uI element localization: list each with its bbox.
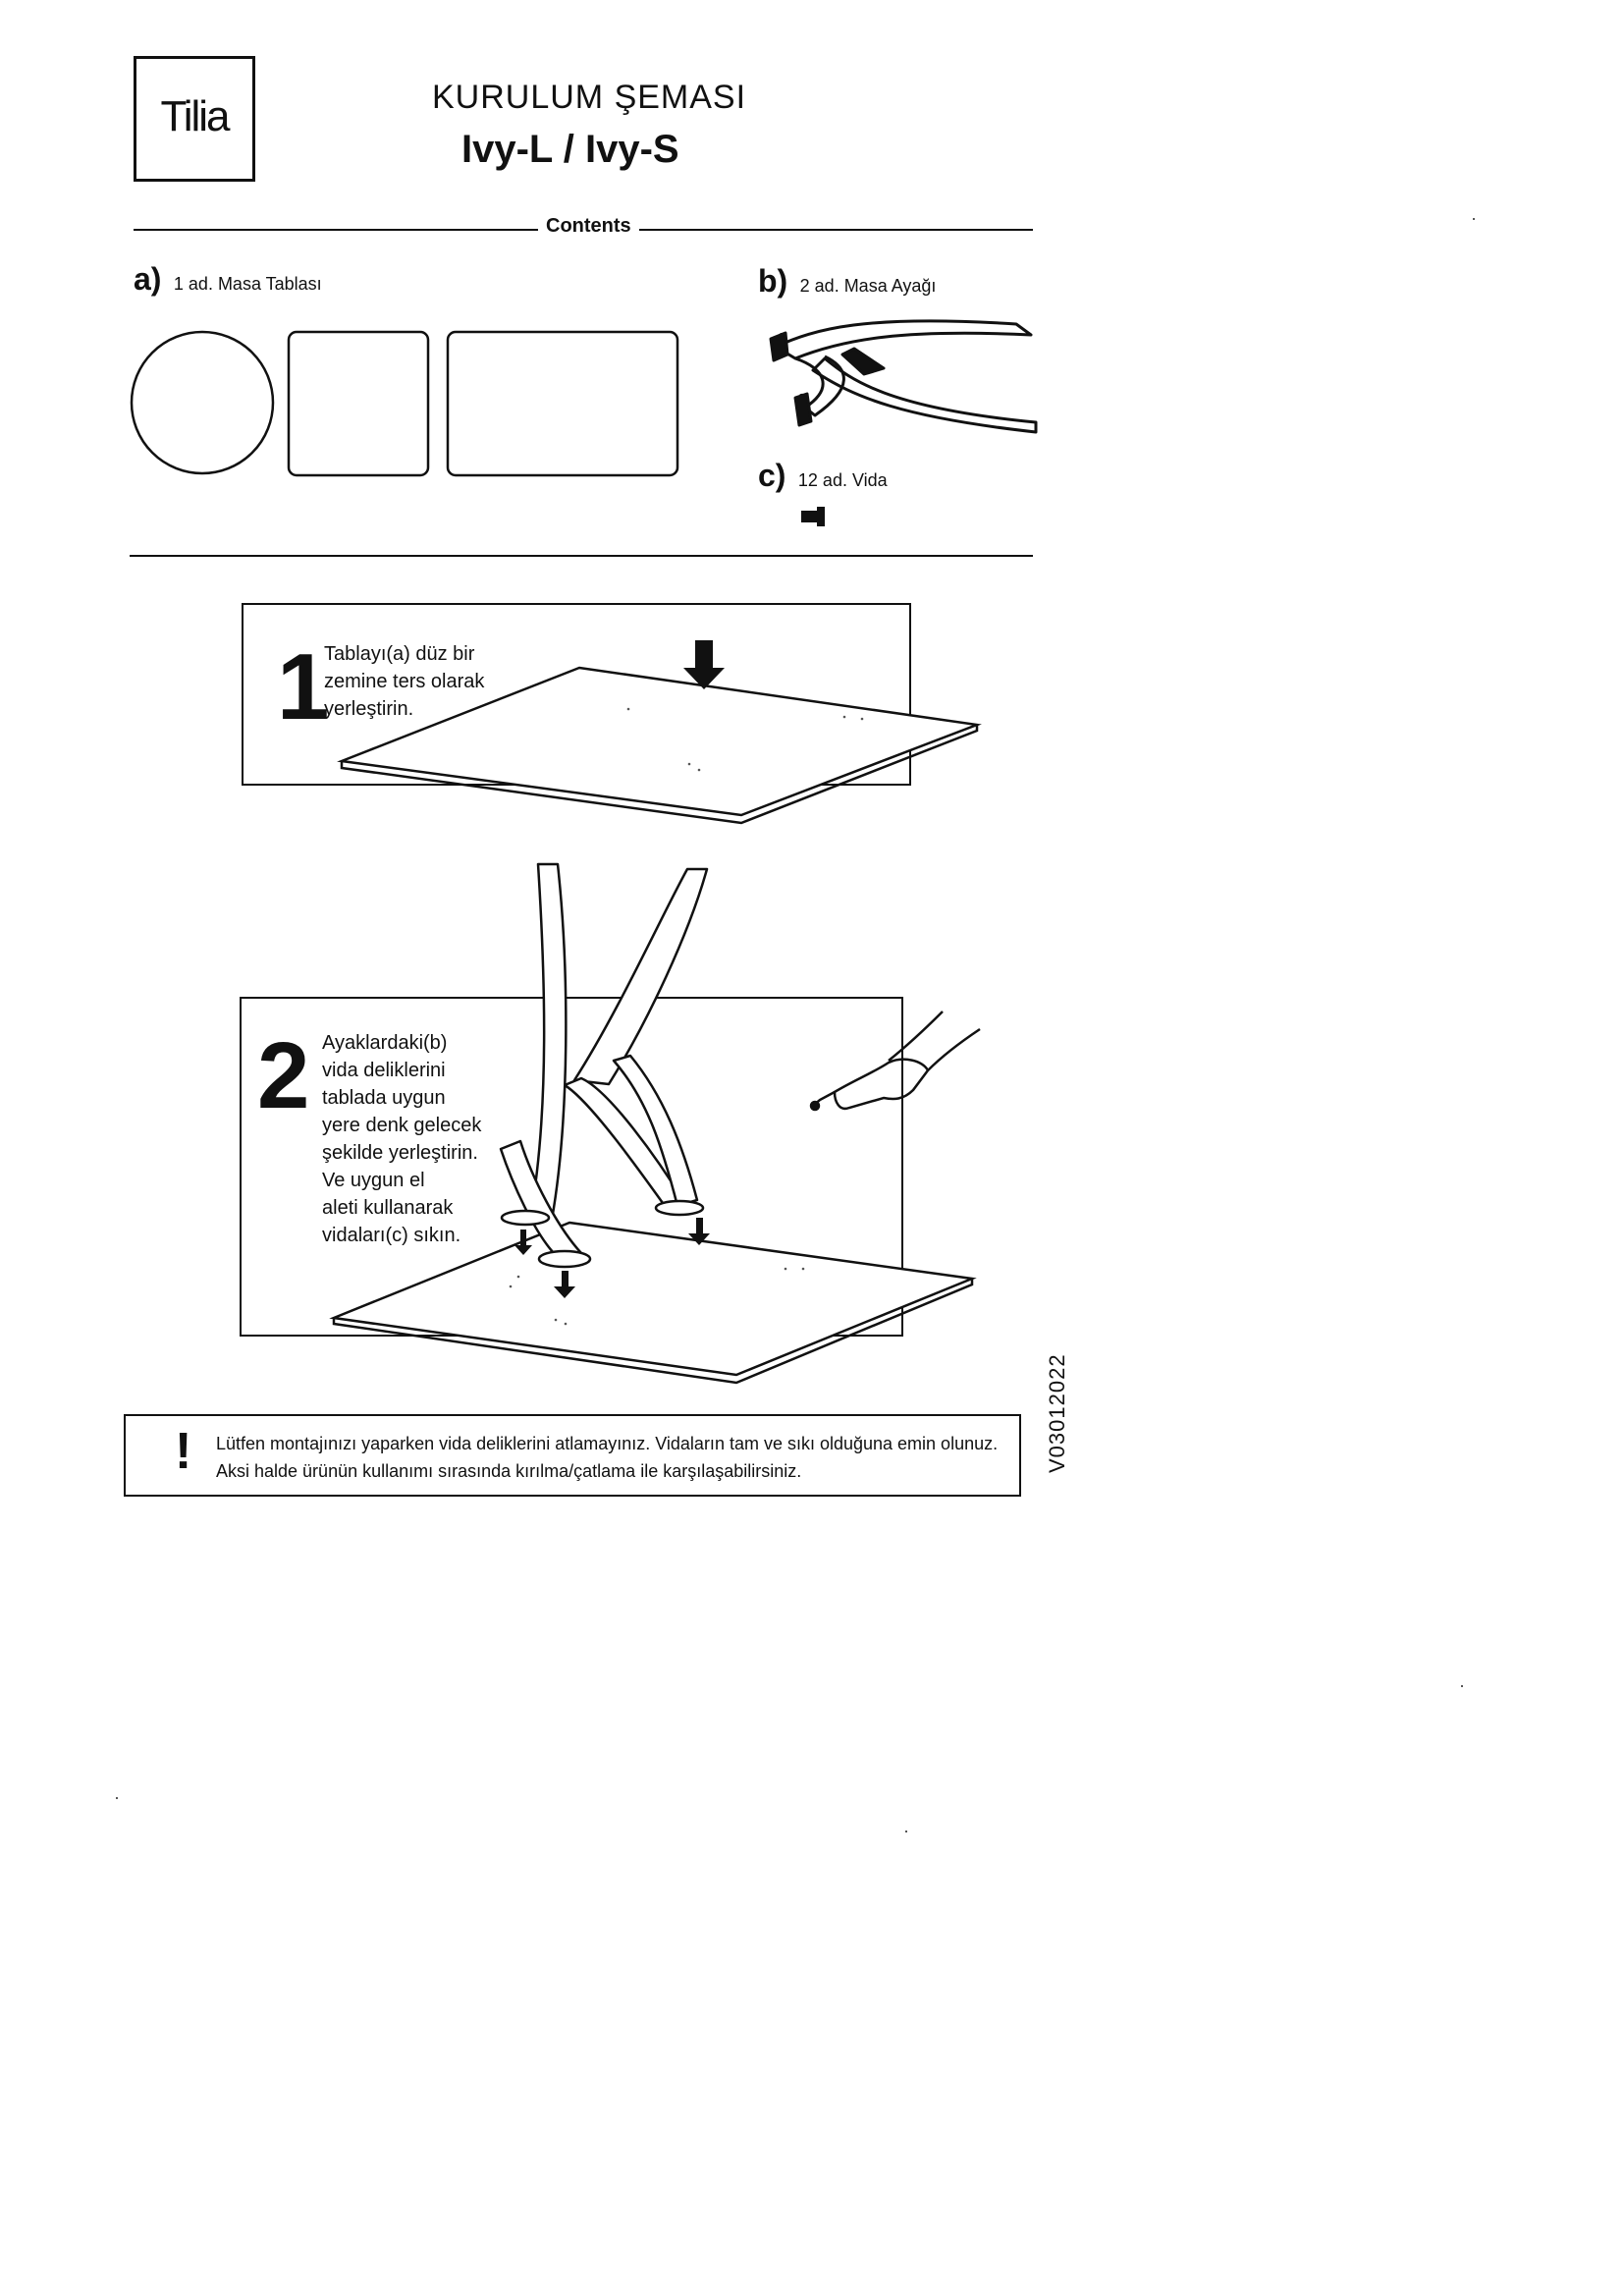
contents-label: Contents [538, 215, 639, 238]
item-b-label: 2 ad. Masa Ayağı [799, 276, 937, 296]
round-top-shape [132, 332, 273, 473]
scan-speck [1461, 1685, 1463, 1687]
step-2-text: Ayaklardaki(b) vida deliklerini tablada uygun yere denk gelecek şekilde yerleştirin. Ve uygun el aleti kullanarak vidaları(c) sıkın. [322, 1032, 482, 1246]
down-arrow-icon [683, 640, 725, 689]
item-c-label: 12 ad. Vida [797, 470, 888, 490]
item-b-letter: b) [758, 263, 788, 299]
step-1-number: 1 [277, 634, 330, 739]
page-subtitle: Ivy-L / Ivy-S [461, 128, 679, 171]
scan-speck [1473, 218, 1475, 220]
exclamation-icon: ! [175, 1423, 192, 1480]
hand-with-tool-icon [811, 1011, 980, 1110]
rectangle-top-shape [448, 332, 677, 475]
item-c-letter: c) [758, 458, 786, 493]
table-leg-illustration [756, 300, 1041, 437]
table-top-shape [334, 1223, 972, 1375]
table-tops-illustration [128, 324, 687, 481]
scan-speck [905, 1831, 907, 1832]
square-top-shape [289, 332, 428, 475]
table-top-shape [342, 668, 977, 815]
brand-logo-text: Tilia [160, 92, 229, 140]
notice-text: Lütfen montajınızı yaparken vida deliklerini atlamayınız. Vidaların tam ve sıkı olduğuna emin olunuz. Aksi halde ürünün kullanımı sırasında kırılma/çatlama ile karşılaşabilirsiniz. [216, 1434, 999, 1481]
contents-item-c [758, 458, 888, 494]
contents-bottom-rule [130, 555, 1033, 557]
item-a-letter: a) [134, 261, 162, 297]
table-leg-shape [501, 864, 707, 1267]
step-2-number: 2 [257, 1023, 310, 1128]
step-1-text: Tablayı(a) düz bir zemine ters olarak yerleştirin. [324, 643, 485, 720]
document-code: V03012022 [1045, 1353, 1069, 1473]
contents-item-b [758, 263, 936, 300]
page-title: KURULUM ŞEMASI [432, 79, 747, 116]
screw-icon [799, 505, 829, 528]
step-2-illustration [324, 854, 992, 1385]
step-1-illustration [334, 629, 982, 835]
scan-speck [116, 1797, 118, 1799]
contents-item-a [134, 261, 322, 298]
brand-logo [134, 56, 255, 182]
item-a-label: 1 ad. Masa Tablası [173, 274, 322, 294]
